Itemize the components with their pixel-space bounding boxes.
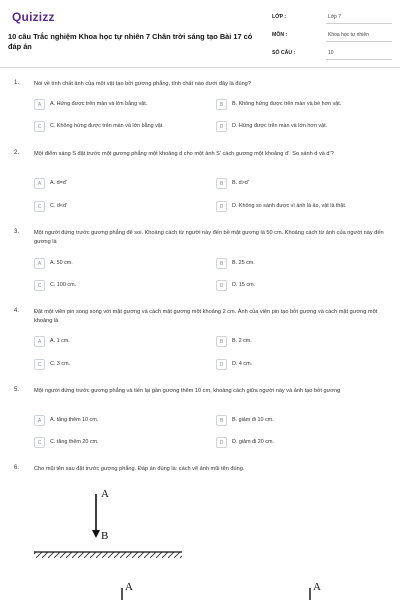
option-c[interactable] [34,280,204,292]
question-text: Một người đứng trước gương phẳng và tiến lại gần gương thêm 10 cm, khoảng cách giữa người này và ảnh tạo bởi gương [34,388,341,394]
option-letter: A [34,258,45,269]
label-a: A [101,488,109,500]
meta-underline [326,41,392,42]
option-d[interactable] [216,359,391,371]
question-1 [0,80,400,140]
option-letter: C [34,201,45,212]
option-text: D. 15 cm. [232,282,256,288]
option-text: B. giảm đi 10 cm. [232,417,274,423]
option-text: D. 4 cm. [232,361,253,367]
meta-row-count [268,44,392,62]
option-text: B. 2 cm. [232,338,252,344]
option-b[interactable] [216,258,391,270]
option-letter: B [216,415,227,426]
option-c[interactable] [34,437,204,449]
option-letter: B [216,178,227,189]
mirror-hatching [34,552,182,558]
option-text: C. d<d' [50,203,68,209]
worksheet-header [0,0,400,68]
option-text: C. 3 cm. [50,361,71,367]
arrow-head-icon [92,530,100,538]
option-d[interactable] [216,437,391,449]
option-letter: B [216,258,227,269]
option-b[interactable] [216,415,391,427]
option-letter: D [216,121,227,132]
option-text: B. 25 cm. [232,260,255,266]
meta-label: SỐ CÂU : [272,50,296,56]
option-letter: D [216,201,227,212]
option-text: A. d=d' [50,180,67,186]
option-text: A. 50 cm. [50,260,73,266]
question-text: Một điểm sáng S đặt trước một gương phẳng một khoảng d cho một ảnh S' cách gương một khoảng d'. So sánh d và d'? [34,151,334,157]
option-letter: B [216,99,227,110]
option-a[interactable] [34,258,204,270]
option-text: D. Không so sánh được vì ảnh là ảo, vật là thật. [232,203,347,209]
question-text: Cho mũi tên sau đặt trước gương phẳng. Đáp án đúng là: cách vẽ ảnh mũi tên đúng. [34,466,245,472]
option-a[interactable] [34,415,204,427]
question-5 [0,387,400,457]
meta-label: MÔN : [272,32,288,38]
option-text: A. tăng thêm 10 cm. [50,417,99,423]
meta-label: LỚP : [272,14,287,20]
question-2 [0,150,400,220]
option-letter: C [34,121,45,132]
option-letter: D [216,359,227,370]
option-text: B. d>d' [232,180,249,186]
option-text: C. Không hứng được trên màn và lớn bằng vật. [50,123,164,129]
option-letter: C [34,280,45,291]
option-d[interactable] [216,201,391,213]
label-a-left: A [125,581,133,593]
option-d[interactable] [216,121,391,133]
option-a[interactable] [34,178,204,190]
meta-underline [326,23,392,24]
option-a[interactable] [34,336,204,348]
option-b[interactable] [216,99,391,111]
question-6 [0,465,400,479]
option-letter: C [34,359,45,370]
question-number: 2. [14,150,20,156]
worksheet-title: 10 câu Trắc nghiệm Khoa học tự nhiên 7 Chân trời sáng tạo Bài 17 có đáp án [8,32,253,51]
option-text: A. 1 cm. [50,338,70,344]
option-d[interactable] [216,280,391,292]
option-letter: B [216,336,227,347]
option-a[interactable] [34,99,204,111]
option-letter: A [34,415,45,426]
question-text: Một người đứng trước gương phẳng để soi. Khoảng cách từ người này đến bề mặt gương là 50 cm. Khoảng cách từ ảnh của người này đến gương là [34,230,384,245]
option-b[interactable] [216,178,391,190]
label-b: B [101,530,109,542]
question-4 [0,308,400,378]
option-letter: A [34,336,45,347]
option-c[interactable] [34,121,204,133]
option-text: D. giảm đi 20 cm. [232,439,274,445]
option-text: D. Hứng được trên màn và lớn hơn vật. [232,123,328,129]
question-text: Nói về tính chất ảnh của một vật tạo bởi gương phẳng, tính chất nào dưới đây là đúng? [34,81,251,87]
question-number: 5. [14,387,20,393]
meta-row-class [268,8,392,26]
question-3 [0,229,400,299]
question-text: Đặt một viên pin song song với mặt gương và cách mặt gương một khoảng 2 cm. Ảnh của viên pin tạo bởi gương và cách mặt gương một khoảng là [34,309,378,324]
meta-underline [326,59,392,60]
question-number: 1. [14,80,20,86]
meta-value: Khoa học tự nhiên [328,32,369,38]
mirror-arrow-figure [0,480,400,600]
option-letter: A [34,178,45,189]
meta-value: 10 [328,50,334,56]
option-c[interactable] [34,201,204,213]
quizizz-logo: Quizizz [12,10,55,24]
question-number: 4. [14,308,20,314]
option-letter: D [216,437,227,448]
option-letter: D [216,280,227,291]
option-c[interactable] [34,359,204,371]
meta-row-subject [268,26,392,44]
option-text: C. 100 cm. [50,282,77,288]
option-text: B. Không hứng được trên màn và bé hơn vật. [232,101,342,107]
option-letter: C [34,437,45,448]
meta-value: Lớp 7 [328,14,342,20]
worksheet-meta [268,8,392,62]
option-text: C. tăng thêm 20 cm. [50,439,99,445]
option-letter: A [34,99,45,110]
label-a-right: A [313,581,321,593]
option-text: A. Hứng được trên màn và lớn bằng vật. [50,101,148,107]
question-number: 3. [14,229,20,235]
question-number: 6. [14,465,20,471]
option-b[interactable] [216,336,391,348]
